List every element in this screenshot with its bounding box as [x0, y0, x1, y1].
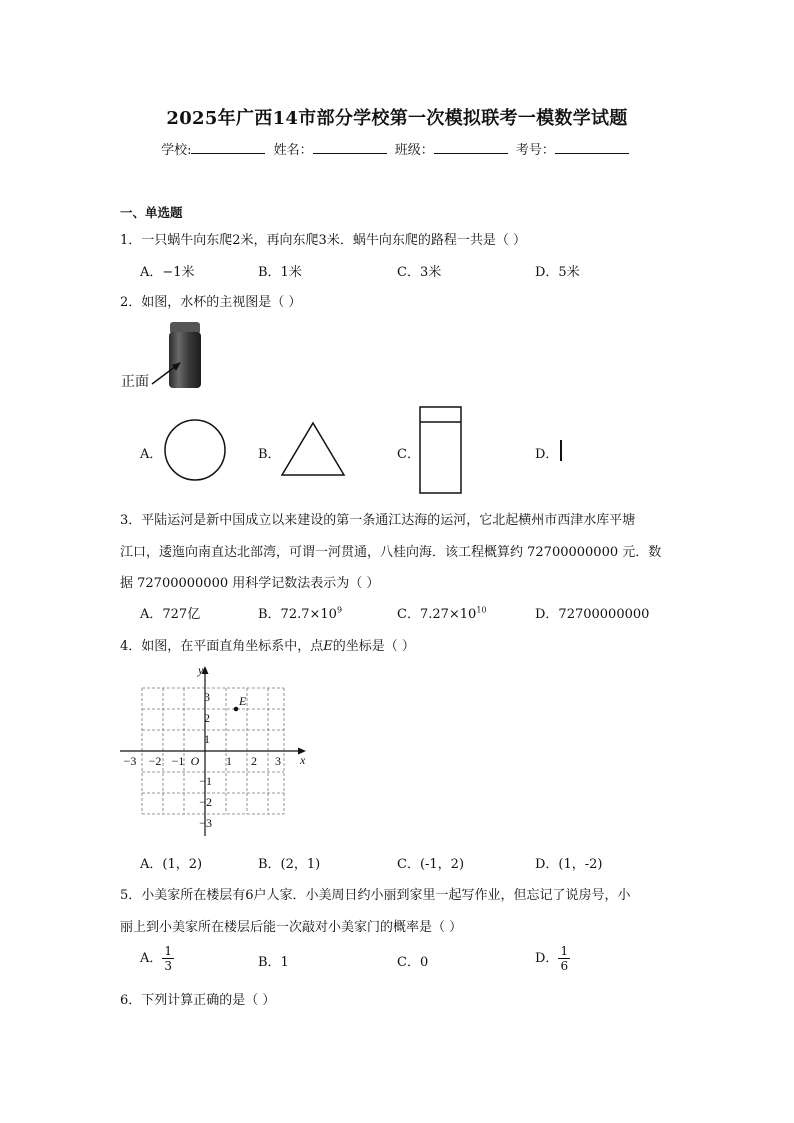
- fraction-one-third: [162, 944, 174, 973]
- question-1-stem: 1．一只蜗牛向东爬2米，再向东爬3米．蜗牛向东爬的路程一共是（ ）: [120, 233, 526, 248]
- q3-option-b-exponent: 9: [336, 605, 343, 615]
- q4-option-c: C．(-1，2): [397, 857, 465, 872]
- school-label: 学校:: [161, 143, 192, 158]
- school-blank: [191, 141, 265, 154]
- question-3-line-2: 江口，逶迤向南直达北部湾，可谓一河贯通，八桂向海．该工程概算约 72700000000 元．数: [120, 545, 662, 560]
- q2-option-d: D．: [535, 447, 559, 462]
- q5-option-b: B．1: [258, 955, 289, 970]
- circle-shape: [163, 419, 227, 481]
- q4-stem-tail: 的坐标是（ ）: [332, 639, 415, 654]
- class-label: 班级：: [394, 143, 434, 158]
- exam-no-label: 考号：: [515, 143, 555, 158]
- name-blank: [313, 141, 387, 154]
- q3-option-a: A．727亿: [140, 607, 201, 622]
- q2-option-a: A．: [140, 447, 163, 462]
- fraction-numerator: 1: [560, 944, 569, 958]
- question-3-line-1: 3．平陆运河是新中国成立以来建设的第一条通江达海的运河，它北起横州市西津水库平塘: [120, 513, 636, 528]
- section-heading: 一、单选题: [120, 205, 183, 220]
- y-tick-label: −2: [199, 795, 212, 809]
- fraction-denominator: 3: [164, 959, 173, 973]
- q3-option-b: [258, 603, 342, 622]
- y-tick-label: −3: [199, 816, 212, 830]
- q2-option-b: B．: [258, 447, 281, 462]
- point-e-label: E: [239, 694, 247, 708]
- question-6-stem: 6．下列计算正确的是（ ）: [120, 993, 276, 1008]
- q3-option-c-base: C．7.27×10: [397, 607, 477, 622]
- q4-option-d: D．(1，-2): [535, 857, 603, 872]
- question-4-stem: [120, 635, 415, 654]
- x-tick-label: 2: [251, 754, 257, 768]
- triangle-shape: [280, 421, 346, 477]
- q4-option-b: B．(2，1): [258, 857, 321, 872]
- q3-option-c: [397, 603, 487, 622]
- vertical-line-shape: [560, 440, 562, 461]
- q1-option-a: A．−1米: [140, 265, 195, 280]
- question-5-line-2: 丽上到小美家所在楼层后能一次敲对小美家门的概率是（ ）: [120, 920, 463, 935]
- x-tick-label: −2: [148, 754, 162, 768]
- x-tick-label: 1: [226, 754, 232, 768]
- x-tick-label: 3: [275, 754, 281, 768]
- name-label: 姓名：: [273, 143, 313, 158]
- y-tick-label: 1: [204, 732, 210, 746]
- coordinate-plane: [116, 660, 312, 838]
- y-tick-label: −1: [199, 774, 212, 788]
- q1-option-b: B．1米: [258, 265, 302, 280]
- class-blank: [434, 141, 508, 154]
- q1-option-d: D．5米: [535, 265, 580, 280]
- point-e: [234, 707, 239, 712]
- x-tick-label: −3: [123, 754, 137, 768]
- x-axis-label: x: [300, 753, 306, 767]
- y-tick-label: 2: [204, 711, 210, 725]
- q5-option-a: [140, 944, 174, 973]
- q5-option-a-letter: A．: [140, 951, 163, 966]
- question-5-line-1: 5．小美家所在楼层有6户人家．小美周日约小丽到家里一起写作业，但忘记了说房号，小: [120, 888, 631, 903]
- exam-title: 2025年广西14市部分学校第一次模拟联考一模数学试题: [166, 108, 628, 129]
- q3-option-c-exponent: 10: [476, 605, 487, 615]
- student-info-line: [0, 139, 794, 158]
- front-arrow-icon: [148, 358, 188, 388]
- q4-stem-text: 4．如图，在平面直角坐标系中，点: [120, 639, 324, 654]
- q4-option-a: A．(1，2): [140, 857, 203, 872]
- question-3-line-3: 据 72700000000 用科学记数法表示为（ ）: [120, 576, 380, 591]
- q4-stem-point: E: [323, 639, 333, 654]
- fraction-numerator: 1: [164, 944, 173, 958]
- exam-no-blank: [555, 141, 629, 154]
- x-tick-label: −1: [171, 754, 185, 768]
- fraction-one-sixth: [558, 944, 570, 973]
- front-label: 正面: [121, 374, 149, 390]
- fraction-denominator: 6: [560, 959, 569, 973]
- q5-option-d: [535, 944, 570, 973]
- origin-label: O: [190, 754, 200, 768]
- y-tick-label: 3: [204, 690, 210, 704]
- q3-option-b-base: B．72.7×10: [258, 607, 337, 622]
- q5-option-c: C．0: [397, 955, 429, 970]
- y-axis-label: y: [198, 663, 204, 677]
- q3-option-d: D．72700000000: [535, 607, 650, 622]
- rectangle-shape: [419, 405, 463, 495]
- question-2-stem: 2．如图，水杯的主视图是（ ）: [120, 295, 302, 310]
- q5-option-d-letter: D．: [535, 951, 559, 966]
- q1-option-c: C．3米: [397, 265, 442, 280]
- q2-option-c: C．: [397, 447, 420, 462]
